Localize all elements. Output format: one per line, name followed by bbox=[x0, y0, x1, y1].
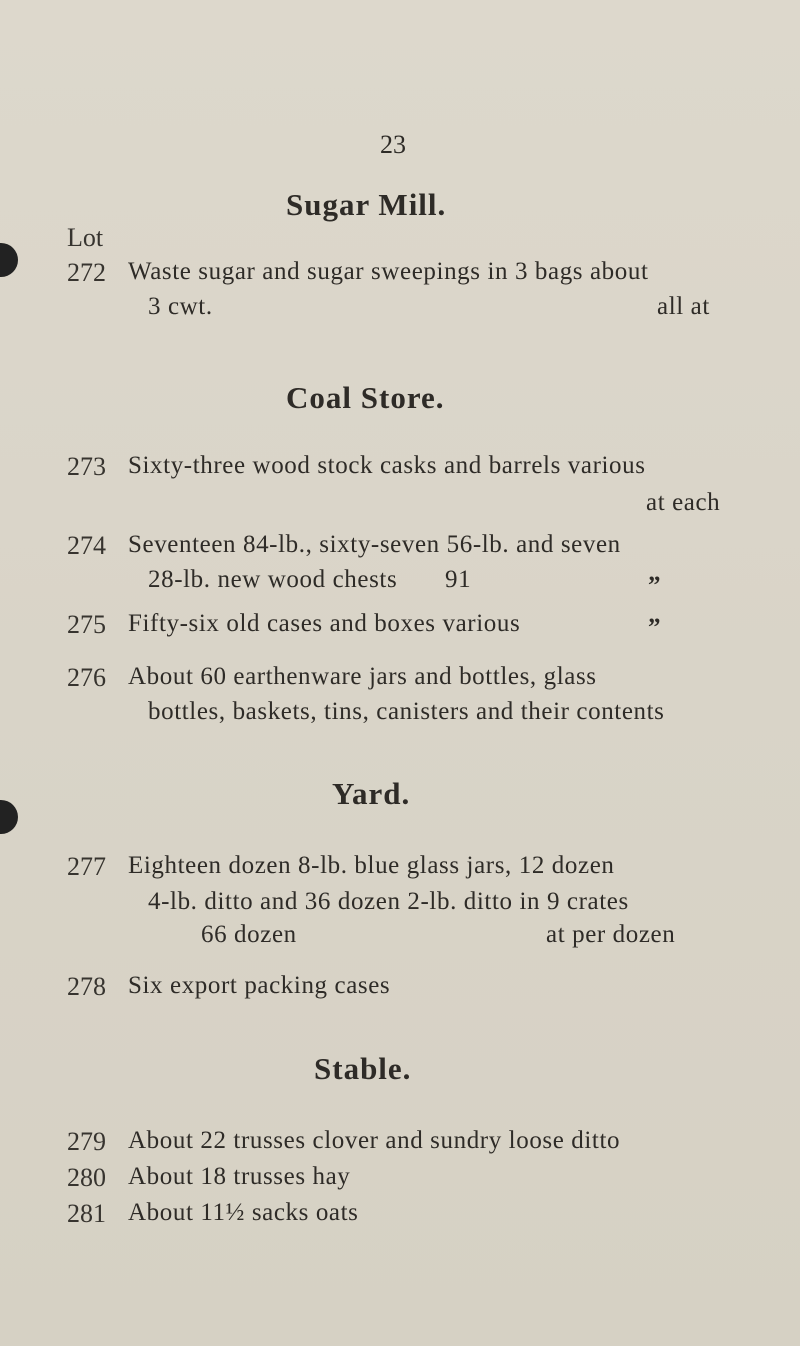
lot-description-cont: bottles, baskets, tins, canisters and their contents bbox=[148, 698, 665, 725]
lot-description: Fifty-six old cases and boxes various bbox=[128, 610, 521, 637]
lot-number: 277 bbox=[67, 852, 106, 881]
lot-number: 276 bbox=[67, 663, 106, 692]
lot-price-note: all at bbox=[657, 293, 710, 320]
lot-price-note: at per dozen bbox=[546, 921, 676, 948]
lot-quantity: 91 bbox=[445, 566, 472, 593]
lot-number: 279 bbox=[67, 1127, 106, 1156]
lot-description: Eighteen dozen 8-lb. blue glass jars, 12 dozen bbox=[128, 852, 615, 879]
lot-number: 281 bbox=[67, 1199, 106, 1228]
section-heading-stable: Stable. bbox=[314, 1051, 412, 1086]
lot-number: 272 bbox=[67, 258, 106, 287]
lot-description: Sixty-three wood stock casks and barrels various bbox=[128, 452, 646, 479]
section-heading-yard: Yard. bbox=[332, 776, 411, 811]
lot-description: About 11½ sacks oats bbox=[128, 1199, 359, 1226]
lot-description-cont: 28-lb. new wood chests bbox=[148, 566, 398, 593]
lot-description: About 60 earthenware jars and bottles, glass bbox=[128, 663, 597, 690]
page-number: 23 bbox=[380, 130, 406, 159]
lot-number: 275 bbox=[67, 610, 106, 639]
lot-description: Seventeen 84-lb., sixty-seven 56-lb. and seven bbox=[128, 531, 621, 558]
lot-description: About 22 trusses clover and sundry loose ditto bbox=[128, 1127, 621, 1154]
section-heading-sugar-mill: Sugar Mill. bbox=[286, 187, 447, 222]
lot-description: Six export packing cases bbox=[128, 972, 391, 999]
lot-price-note: at each bbox=[646, 489, 721, 516]
binding-hole bbox=[0, 243, 18, 277]
section-heading-coal-store: Coal Store. bbox=[286, 380, 445, 415]
ditto-mark: ” bbox=[648, 572, 662, 599]
lot-column-header: Lot bbox=[67, 223, 104, 252]
binding-hole bbox=[0, 800, 18, 834]
lot-number: 278 bbox=[67, 972, 106, 1001]
lot-description-cont: 66 dozen bbox=[201, 921, 297, 948]
lot-description-cont: 3 cwt. bbox=[148, 293, 213, 320]
lot-number: 274 bbox=[67, 531, 106, 560]
lot-description: About 18 trusses hay bbox=[128, 1163, 351, 1190]
lot-description-cont: 4-lb. ditto and 36 dozen 2-lb. ditto in 9 crates bbox=[148, 888, 629, 915]
lot-description: Waste sugar and sugar sweepings in 3 bags about bbox=[128, 258, 649, 285]
lot-number: 280 bbox=[67, 1163, 106, 1192]
lot-number: 273 bbox=[67, 452, 106, 481]
ditto-mark: ” bbox=[648, 614, 662, 641]
